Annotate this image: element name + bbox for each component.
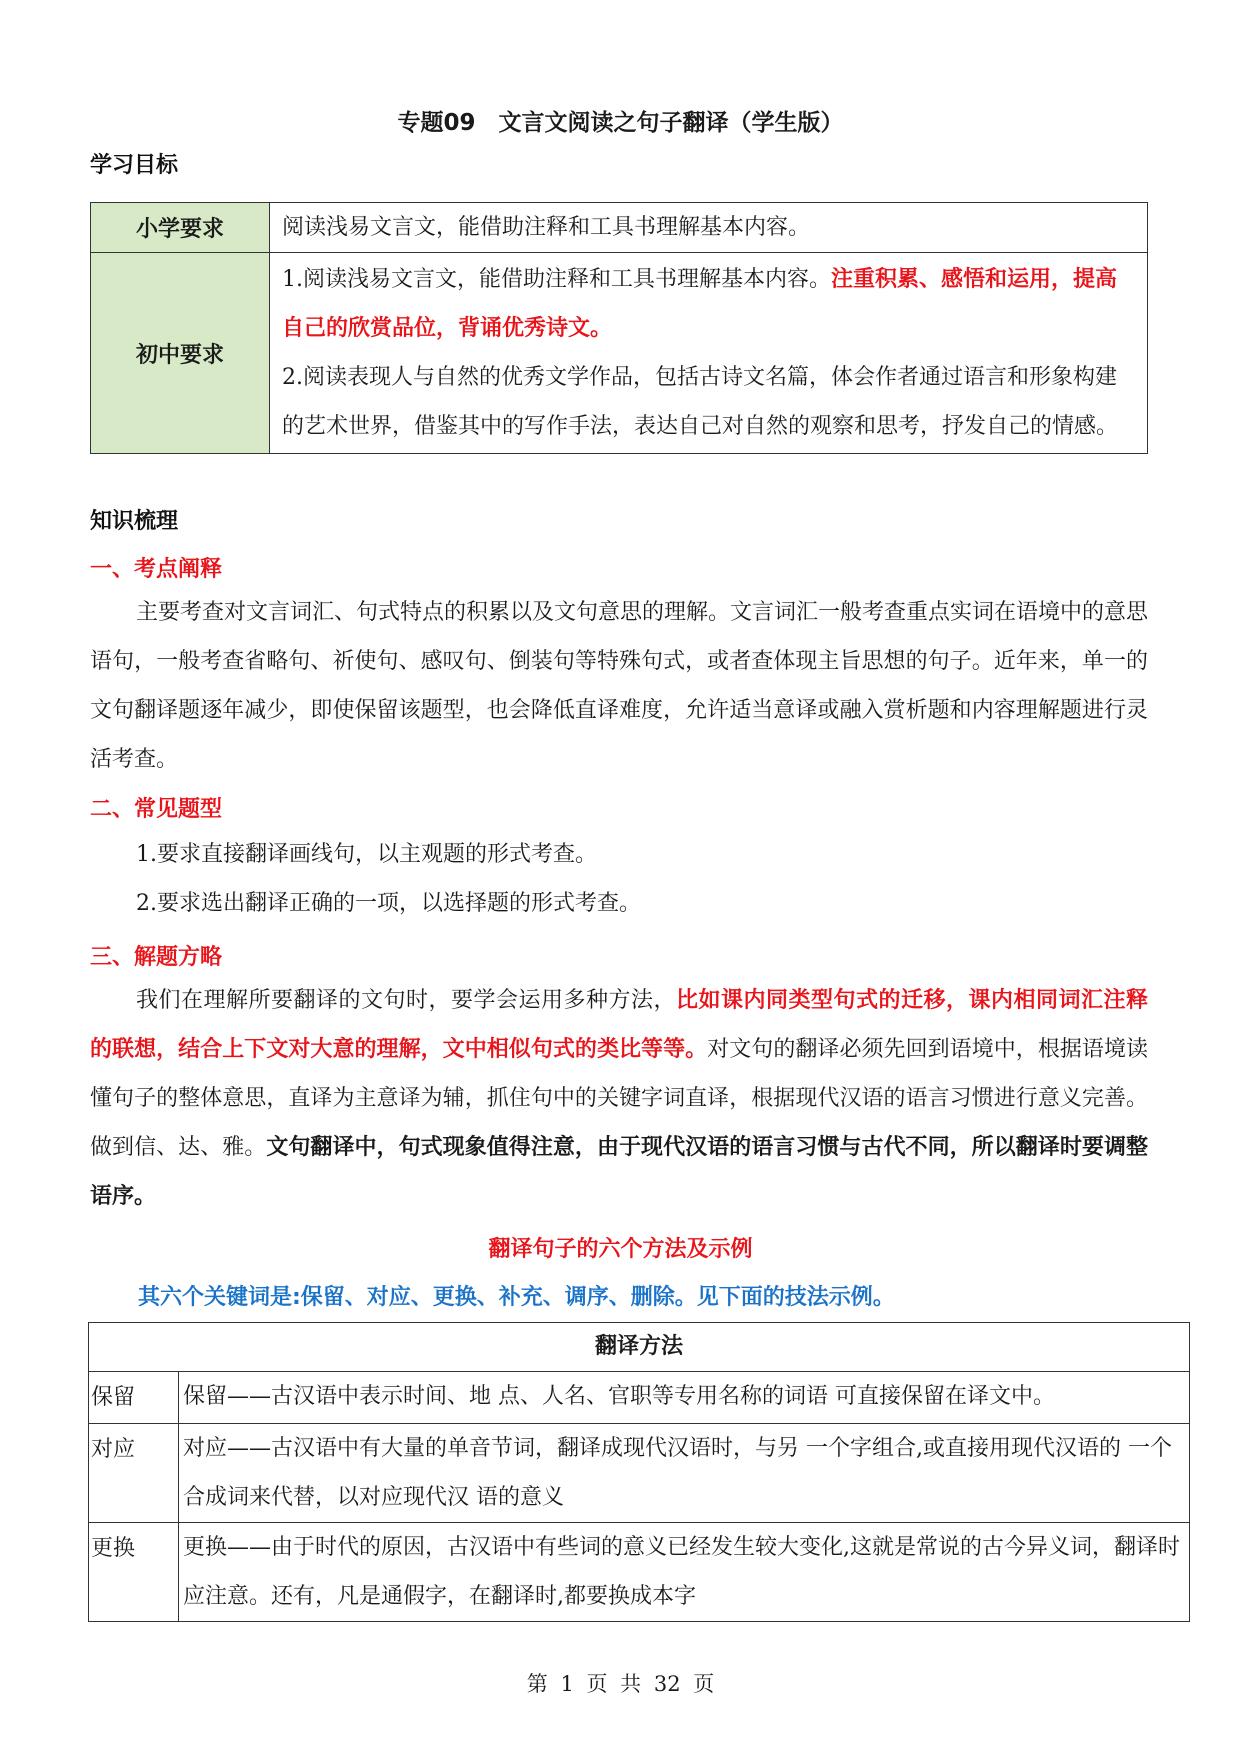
learning-goals-table xyxy=(90,202,1148,454)
method-description: 更换——由于时代的原因，古汉语中有些词的意义已经发生较大变化,这就是常说的古今异义词，翻译时应注意。还有，凡是通假字，在翻译时,都要换成本字 xyxy=(179,1523,1190,1622)
section3-red-emphasis: 比如课内同类型句式的迁移，课内相同词汇注释的联想，结合上下文对大意的理解，文中相似句式的类比等等。 xyxy=(90,988,1148,1062)
methods-subtitle: 翻译句子的六个方法及示例 xyxy=(488,1237,753,1262)
table-row xyxy=(89,1523,1190,1622)
goals-junior-emphasis: 注重积累、感悟和运用，提高自己的欣赏品位，背诵优秀诗文。 xyxy=(282,267,1118,341)
method-description: 保留——古汉语中表示时间、地 点、人名、官职等专用名称的词语 可直接保留在译文中。 xyxy=(179,1372,1190,1424)
table-row xyxy=(89,1424,1190,1523)
section3-bold-emphasis: 文句翻译中，句式现象值得注意，由于现代汉语的语言习惯与古代不同，所以翻译时要调整语序。 xyxy=(90,1135,1148,1209)
page-title: 专题09 文言文阅读之句子翻译（学生版） xyxy=(397,110,844,136)
section1-paragraph: 主要考查对文言词汇、句式特点的积累以及文句意思的理解。文言词汇一般考查重点实词在语境中的意思语句，一般考查省略句、祈使句、感叹句、倒装句等特殊句式，或者查体现主旨思想的句子。近年来，单一的文句翻译题逐年减少，即使保留该题型，也会降低直译难度，允许适当意译或融入赏析题和内容理解题进行灵活考查。 xyxy=(90,600,1149,772)
methods-keywords: 其六个关键词是:保留、对应、更换、补充、调序、删除。见下面的技法示例。 xyxy=(138,1285,895,1310)
knowledge-heading: 知识梳理 xyxy=(90,509,179,534)
goals-label-junior: 初中要求 xyxy=(91,253,270,454)
learning-goals-heading: 学习目标 xyxy=(90,153,179,178)
section1-heading: 一、考点阐释 xyxy=(90,557,223,582)
method-name: 对应 xyxy=(89,1424,179,1523)
table-row xyxy=(89,1372,1190,1424)
goals-row-primary xyxy=(91,203,1148,253)
method-name: 保留 xyxy=(89,1372,179,1424)
section3-heading: 三、解题方略 xyxy=(90,945,223,970)
section3-paragraph: 我们在理解所要翻译的文句时，要学会运用多种方法，比如课内同类型句式的迁移，课内相同词汇注释的联想，结合上下文对大意的理解，文中相似句式的类比等等。对文句的翻译必须先回到语境中，根据语境读懂句子的整体意思，直译为主意译为辅，抓住句中的关键字词直译，根据现代汉语的语言习惯进行意义完善。做到信、达、雅。文句翻译中，句式现象值得注意，由于现代汉语的语言习惯与古代不同，所以翻译时要调整语序。 xyxy=(90,988,1148,1209)
goals-junior-p2: 2.阅读表现人与自然的优秀文学作品，包括古诗文名篇，体会作者通过语言和形象构建的艺术世界，借鉴其中的写作手法，表达自己对自然的观察和思考，抒发自己的情感。 xyxy=(282,365,1119,439)
goals-junior-p1: 1.阅读浅易文言文，能借助注释和工具书理解基本内容。注重积累、感悟和运用，提高自己的欣赏品位，背诵优秀诗文。 xyxy=(282,267,1118,341)
section2-heading: 二、常见题型 xyxy=(90,797,223,822)
methods-table xyxy=(88,1322,1190,1622)
methods-table-header: 翻译方法 xyxy=(89,1323,1190,1372)
methods-header-row xyxy=(89,1323,1190,1372)
goals-text-junior xyxy=(270,253,1148,454)
section2-item-2: 2.要求选出翻译正确的一项，以选择题的形式考查。 xyxy=(136,891,641,916)
page-footer: 第 1 页 共 32 页 xyxy=(526,1672,715,1696)
method-description: 对应——古汉语中有大量的单音节词，翻译成现代汉语时，与另 一个字组合,或直接用现代汉语的 一个合成词来代替，以对应现代汉 语的意义 xyxy=(179,1424,1190,1523)
goals-text-primary: 阅读浅易文言文，能借助注释和工具书理解基本内容。 xyxy=(270,203,1148,253)
section2-item-1: 1.要求直接翻译画线句，以主观题的形式考查。 xyxy=(136,842,597,867)
goals-row-junior xyxy=(91,253,1148,454)
method-name: 更换 xyxy=(89,1523,179,1622)
goals-label-primary: 小学要求 xyxy=(91,203,270,253)
